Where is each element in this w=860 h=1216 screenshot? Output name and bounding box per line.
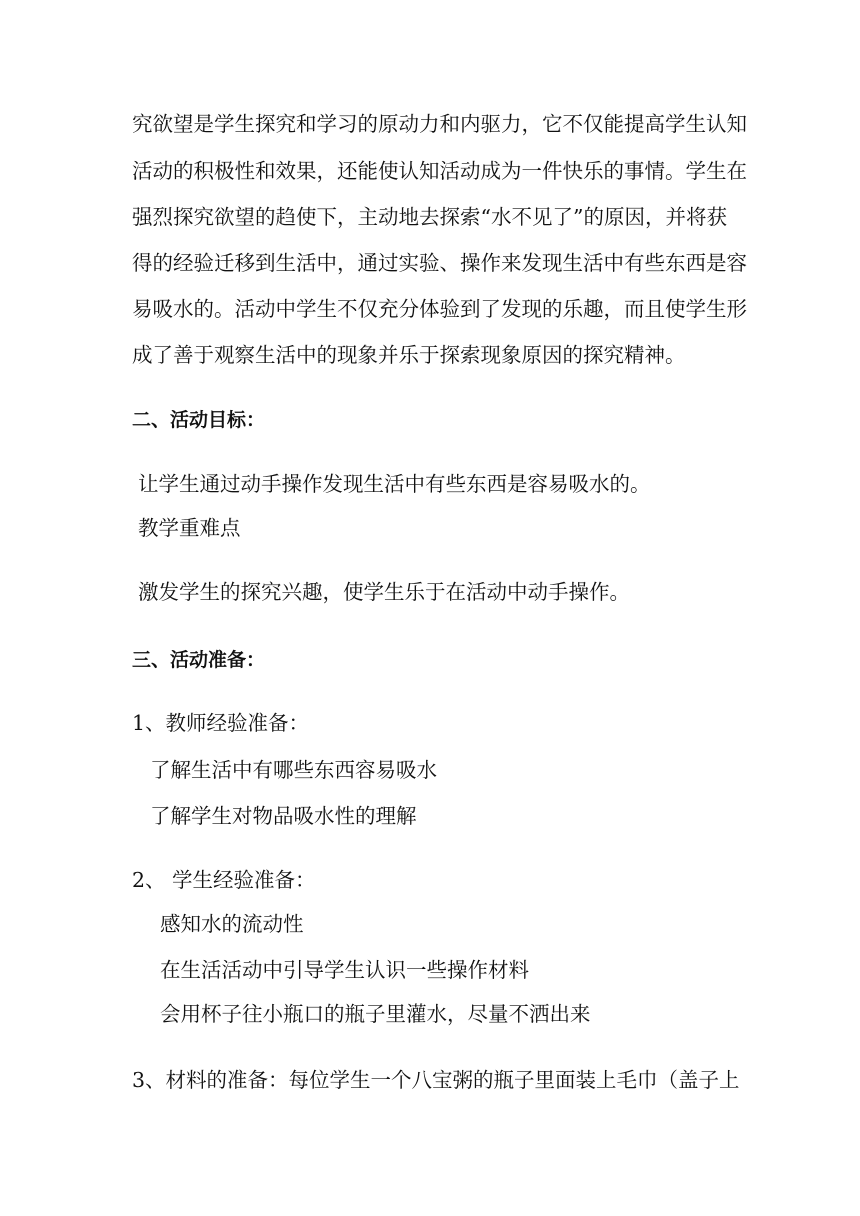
goal-text: 让学生通过动手操作发现生活中有些东西是容易吸水的。 (138, 472, 651, 496)
section-heading-goals: 二、活动目标： (132, 409, 266, 431)
intro-line-5: 易吸水的。活动中学生不仅充分体验到了发现的乐趣，而且使学生形 (132, 297, 747, 321)
teacher-prep-line-2: 了解学生对物品吸水性的理解 (150, 804, 417, 828)
section-heading-preparation: 三、活动准备： (132, 649, 266, 671)
intro-line-3: 强烈探究欲望的趋使下，主动地去探索“水不见了”的原因，并将获 (132, 205, 727, 229)
intro-line-1: 究欲望是学生探究和学习的原动力和内驱力，它不仅能提高学生认知 (132, 112, 747, 136)
key-points-text: 激发学生的探究兴趣，使学生乐于在活动中动手操作。 (138, 580, 630, 604)
student-prep-line-3: 会用杯子往小瓶口的瓶子里灌水，尽量不洒出来 (160, 1002, 591, 1026)
student-prep-line-1: 感知水的流动性 (160, 912, 304, 936)
key-points-label: 教学重难点 (138, 516, 241, 540)
teacher-prep-title: 1、教师经验准备： (132, 711, 310, 735)
teacher-prep-line-1: 了解生活中有哪些东西容易吸水 (150, 758, 437, 782)
materials-prep-title: 3、材料的准备：每位学生一个八宝粥的瓶子里面装上毛巾（盖子上 (132, 1068, 740, 1092)
intro-line-4: 得的经验迁移到生活中，通过实验、操作来发现生活中有些东西是容 (132, 251, 747, 275)
student-prep-title: 2、 学生经验准备： (132, 868, 316, 892)
intro-line-2: 活动的积极性和效果，还能使认知活动成为一件快乐的事情。学生在 (132, 159, 747, 183)
student-prep-line-2: 在生活活动中引导学生认识一些操作材料 (160, 958, 529, 982)
intro-line-6: 成了善于观察生活中的现象并乐于探索现象原因的探究精神。 (132, 343, 686, 367)
